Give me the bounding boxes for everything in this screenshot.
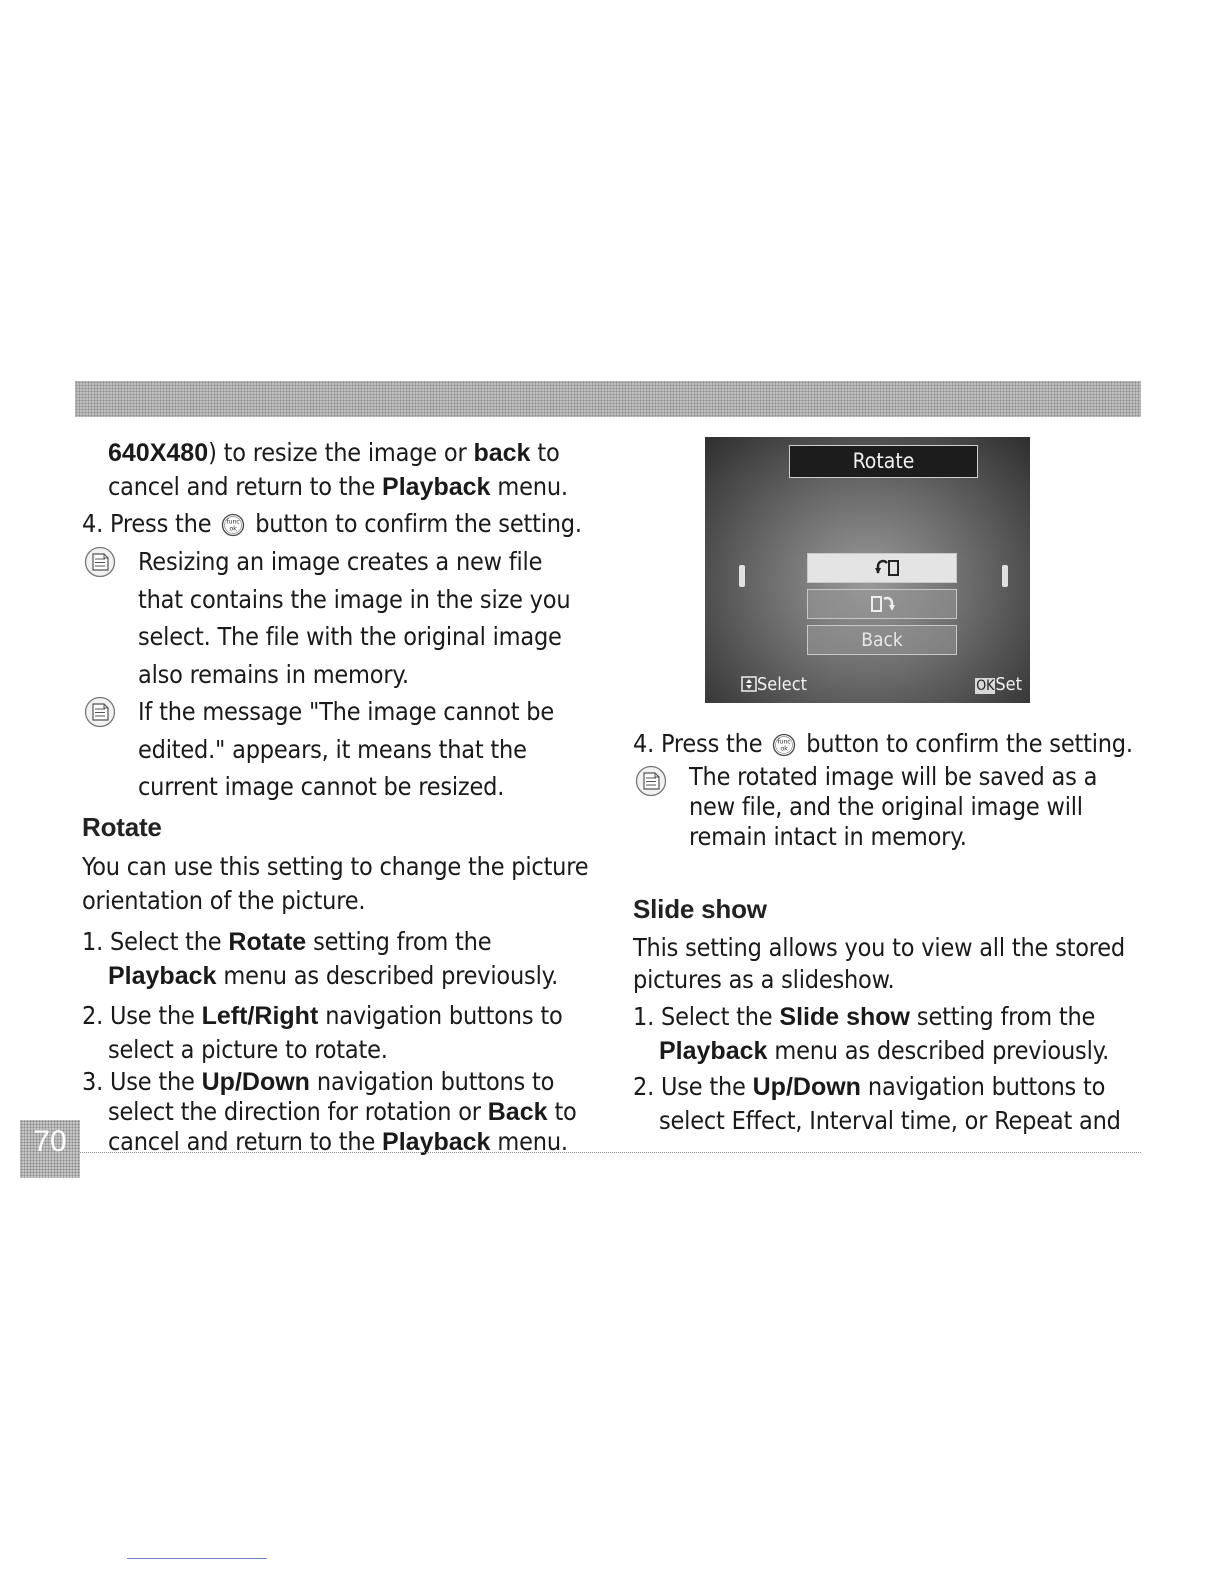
page-number-tab: 70 xyxy=(20,1120,80,1178)
confirm-step-4: 4. Press the button to confirm the setting. xyxy=(633,729,1133,758)
resolution-label: 640X480 xyxy=(108,439,209,467)
slide-show-description: This setting allows you to view all the stored pictures as a slideshow. xyxy=(633,933,1126,994)
rotate-description: You can use this setting to change the picture xyxy=(82,851,589,881)
rotate-step-3: 3. Use the Up/Down navigation buttons to select the direction for rotation or Back to cancel and return to the Playback menu. xyxy=(82,1066,577,1156)
rotate-left-icon xyxy=(852,555,912,581)
note-cannot-resize: If the message "The image cannot be edited." appears, it means that the current image cannot be resized. xyxy=(82,693,622,806)
continued-text: 640X480) to resize the image or back to xyxy=(108,438,560,467)
set-hint: OKSet xyxy=(976,674,1022,695)
back-option[interactable]: Back xyxy=(807,625,957,655)
rotate-left-option[interactable] xyxy=(807,553,957,583)
rotate-right-option[interactable] xyxy=(807,589,957,619)
note-rotated-image: The rotated image will be saved as a new file, and the original image will remain intact in memory. xyxy=(633,762,1133,852)
right-nav-arrow xyxy=(1002,565,1008,587)
navigation-pad-icon xyxy=(741,676,757,692)
func-ok-button-icon xyxy=(221,513,245,537)
slide-show-heading: Slide show xyxy=(633,894,767,924)
note-icon xyxy=(84,696,116,728)
section-header-bar xyxy=(75,381,1141,417)
left-nav-arrow xyxy=(739,565,745,587)
right-column: 4. Press the button to confirm the setting. The rotated image will be saved as a new file, and the original image will remain intact in memory. Slide show This setting allows you to view all the stored pictures as a slideshow. 1. Select the Slide show setting from the Playback menu as described previously. 2. Use the Up/Down navigation buttons to select Effect, Interval time, or Repeat and xyxy=(633,729,1133,1135)
step-4: 4. Press the button to confirm the setting. xyxy=(82,509,582,538)
slide-show-step-1: 1. Select the Slide show setting from the xyxy=(633,1002,1096,1031)
rotate-step-2: 2. Use the Left/Right navigation buttons to xyxy=(82,1000,563,1030)
note-resize-new-file: Resizing an image creates a new file that contains the image in the size you select. The file with the original image also remains in memory. xyxy=(82,543,622,693)
rotate-step-1: 1. Select the Rotate setting from the xyxy=(82,926,492,956)
rotate-right-icon xyxy=(852,591,912,617)
screen-title-bar: Rotate xyxy=(789,445,978,478)
func-ok-button-icon xyxy=(772,733,796,757)
note-icon xyxy=(84,546,116,578)
bottom-divider xyxy=(20,1152,1141,1153)
camera-rotate-screen xyxy=(705,437,1030,703)
note-icon xyxy=(635,765,667,797)
select-hint: Select xyxy=(741,674,807,695)
footer-line xyxy=(127,1558,267,1559)
slide-show-step-2: 2. Use the Up/Down navigation buttons to xyxy=(633,1072,1106,1101)
left-column: 640X480) to resize the image or back to cancel and return to the Playback menu. 4. Press the button to confirm the setting. Resizing an image creates a new file that contains the image in the size you select. The file with the original image also remains in memory. If the message "The image cannot be edited." appears, it means that the current image cannot be resized. Rotate You can use this setting to change the picture orientation of the picture. 1. Select the Rotate setting from the Playback menu as described previously. 2. Use the Left/Right navigation buttons to select a picture to rotate. 3. Use the Up/Down navigation buttons to select the direction for rotation or Back to cancel and return to the Playback menu. xyxy=(82,436,622,1157)
rotate-heading: Rotate xyxy=(82,811,162,842)
